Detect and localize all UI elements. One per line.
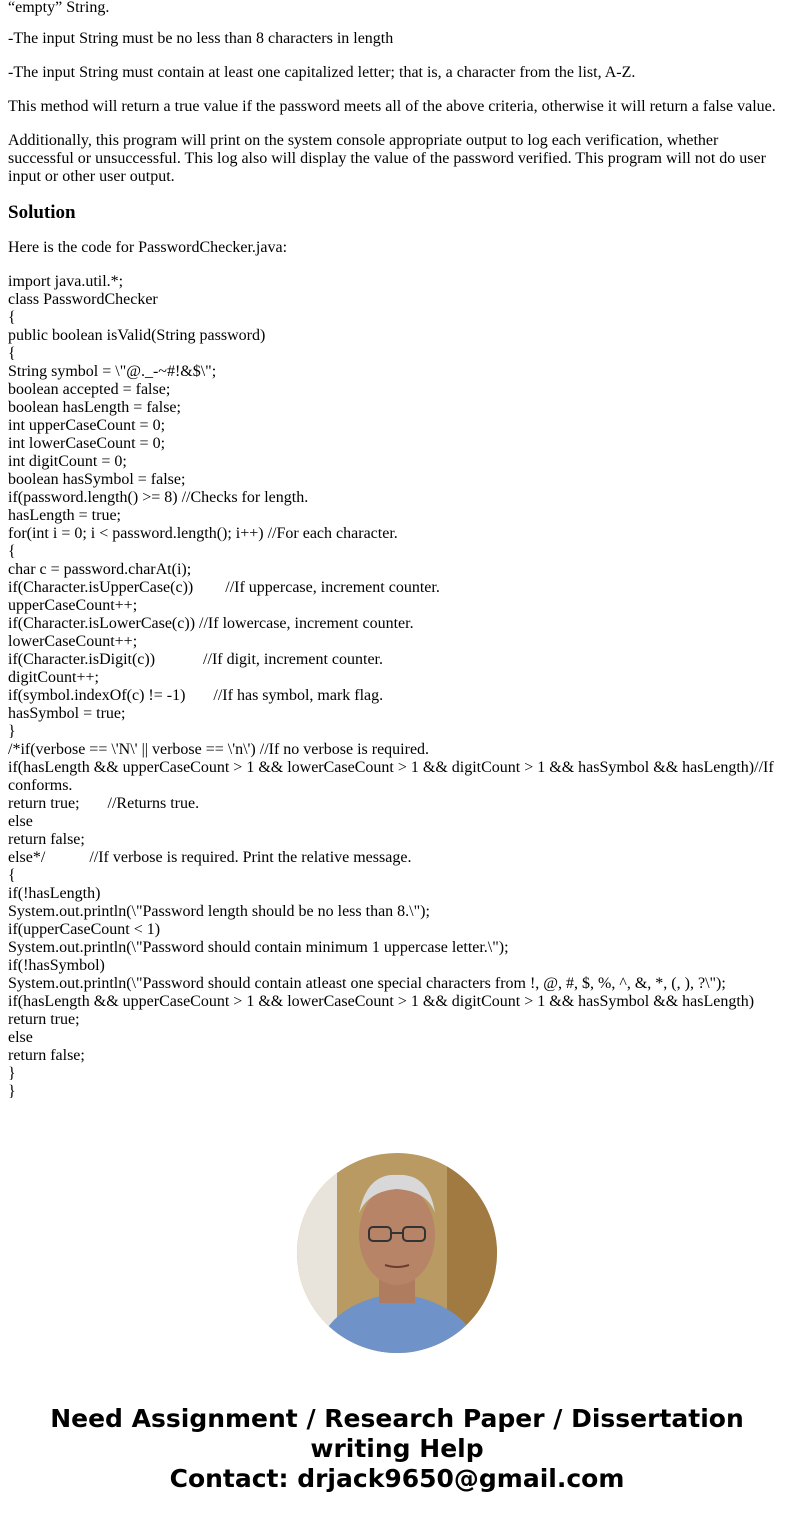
intro-paragraph: -The input String must be no less than 8 characters in length	[8, 30, 394, 47]
code-line: return false;	[8, 1047, 85, 1064]
code-line: else*/ //If verbose is required. Print the relative message.	[8, 849, 412, 866]
code-line: class PasswordChecker	[8, 291, 158, 308]
code-line: if(hasLength && upperCaseCount > 1 && lowerCaseCount > 1 && digitCount > 1 && hasSymbol && hasLength)	[8, 993, 755, 1010]
code-line: else	[8, 813, 33, 830]
intro-paragraph: “empty” String.	[8, 0, 110, 16]
code-line: {	[8, 345, 16, 362]
code-line: if(!hasSymbol)	[8, 957, 105, 974]
code-line: {	[8, 867, 16, 884]
code-line: }	[8, 723, 16, 740]
code-line: int lowerCaseCount = 0;	[8, 435, 166, 452]
footer-banner	[0, 1404, 794, 1494]
code-line: if(Character.isDigit(c)) //If digit, increment counter.	[8, 651, 383, 668]
solution-intro: Here is the code for PasswordChecker.java:	[8, 239, 288, 256]
code-line: return false;	[8, 831, 85, 848]
solution-heading: Solution	[8, 202, 76, 223]
code-line: if(symbol.indexOf(c) != -1) //If has symbol, mark flag.	[8, 687, 384, 704]
code-line: {	[8, 543, 16, 560]
code-line: boolean accepted = false;	[8, 381, 171, 398]
footer-line: writing Help	[310, 1434, 484, 1463]
code-line: System.out.println(\"Password should contain atleast one special characters from !, @, #, $, %, ^, &, *, (, ), ?\");	[8, 975, 726, 992]
intro-paragraph: This method will return a true value if the password meets all of the above criteria, otherwise it will return a false value.	[8, 98, 776, 115]
code-line: int digitCount = 0;	[8, 453, 127, 470]
code-line: public boolean isValid(String password)	[8, 327, 266, 344]
code-line: boolean hasLength = false;	[8, 399, 181, 416]
code-line: /*if(verbose == \'N\' || verbose == \'n\') //If no verbose is required.	[8, 741, 430, 758]
code-line: return true; //Returns true.	[8, 795, 200, 812]
code-line: upperCaseCount++;	[8, 597, 138, 614]
intro-paragraph: -The input String must contain at least one capitalized letter; that is, a character from the list, A-Z.	[8, 64, 636, 81]
code-line: if(password.length() >= 8) //Checks for length.	[8, 489, 309, 506]
footer-line: Need Assignment / Research Paper / Dissertation	[50, 1404, 744, 1433]
code-line: hasLength = true;	[8, 507, 121, 524]
code-line: if(upperCaseCount < 1)	[8, 921, 161, 938]
code-line: if(Character.isUpperCase(c)) //If uppercase, increment counter.	[8, 579, 440, 596]
code-line: else	[8, 1029, 33, 1046]
code-line: int upperCaseCount = 0;	[8, 417, 166, 434]
code-line: }	[8, 1083, 16, 1100]
code-line: System.out.println(\"Password should contain minimum 1 uppercase letter.\");	[8, 939, 509, 956]
code-line: {	[8, 309, 16, 326]
code-line: boolean hasSymbol = false;	[8, 471, 186, 488]
code-line: return true;	[8, 1011, 80, 1028]
code-line: for(int i = 0; i < password.length(); i++) //For each character.	[8, 525, 398, 542]
code-block	[8, 273, 786, 1101]
code-line: hasSymbol = true;	[8, 705, 126, 722]
code-line: char c = password.charAt(i);	[8, 561, 192, 578]
code-line: }	[8, 1065, 16, 1082]
code-line: import java.util.*;	[8, 273, 124, 290]
author-photo	[297, 1153, 497, 1353]
code-line: String symbol = \"@._-~#!&$\";	[8, 363, 217, 380]
code-line: lowerCaseCount++;	[8, 633, 138, 650]
footer-contact: Contact: drjack9650@gmail.com	[169, 1464, 625, 1493]
code-line: if(hasLength && upperCaseCount > 1 && lowerCaseCount > 1 && digitCount > 1 && hasSymbol && hasLength)//If conforms.	[8, 759, 778, 794]
code-line: if(Character.isLowerCase(c)) //If lowercase, increment counter.	[8, 615, 414, 632]
code-line: digitCount++;	[8, 669, 99, 686]
document-body	[8, 0, 786, 1101]
code-line: System.out.println(\"Password length should be no less than 8.\");	[8, 903, 430, 920]
code-line: if(!hasLength)	[8, 885, 101, 902]
intro-paragraph: Additionally, this program will print on the system console appropriate output to log each verification, whether successful or unsuccessful. This log also will display the value of the password verified. This program will not do user input or other user output.	[8, 132, 766, 185]
